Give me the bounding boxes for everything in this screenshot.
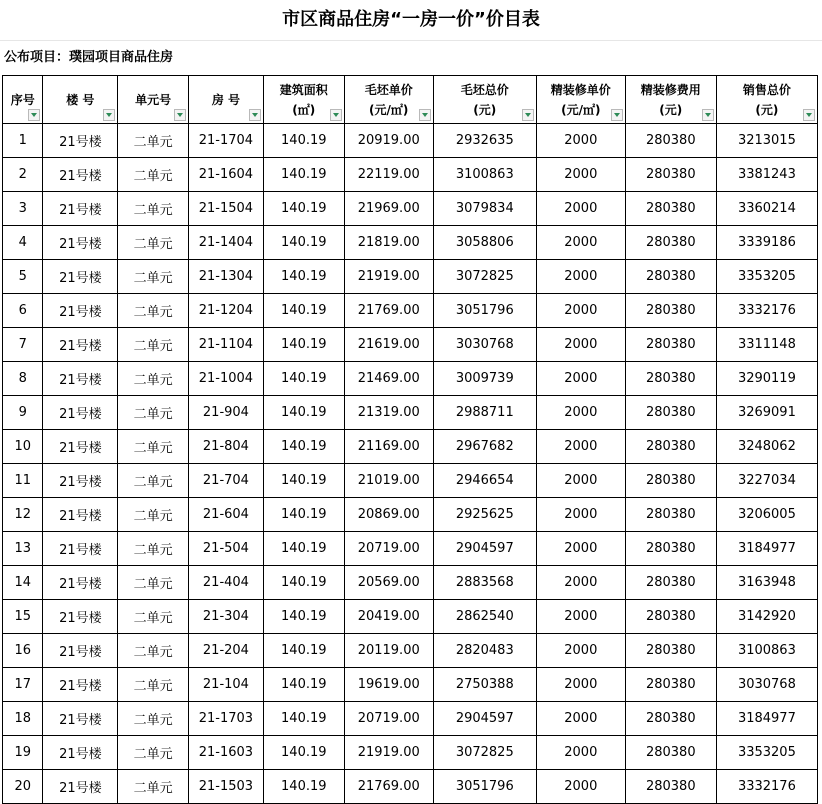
index-cell[interactable]: 12	[3, 498, 43, 532]
unit-cell[interactable]: 二单元	[118, 634, 189, 668]
finish-cost-cell[interactable]: 280380	[625, 770, 716, 804]
table-row	[3, 124, 818, 158]
finish-unit-price-cell[interactable]: 2000	[536, 736, 625, 770]
sale-total-cell[interactable]: 3381243	[716, 158, 817, 192]
building-cell[interactable]: 21号楼	[43, 192, 118, 226]
rough-unit-price-cell[interactable]: 20419.00	[344, 600, 433, 634]
sale-total-cell[interactable]: 3142920	[716, 600, 817, 634]
sale-total-cell[interactable]: 3332176	[716, 770, 817, 804]
table-row	[3, 736, 818, 770]
unit-cell[interactable]: 二单元	[118, 770, 189, 804]
area-cell[interactable]: 140.19	[263, 566, 344, 600]
finish-unit-price-cell[interactable]: 2000	[536, 124, 625, 158]
unit-cell[interactable]: 二单元	[118, 702, 189, 736]
index-cell[interactable]: 6	[3, 294, 43, 328]
index-cell[interactable]: 15	[3, 600, 43, 634]
header-unit: (元/㎡)	[369, 102, 409, 117]
room-cell[interactable]: 21-404	[189, 566, 264, 600]
building-cell[interactable]: 21号楼	[43, 634, 118, 668]
unit-cell[interactable]: 二单元	[118, 226, 189, 260]
unit-cell[interactable]: 二单元	[118, 430, 189, 464]
header-cell-finish-cost	[625, 76, 716, 124]
unit-cell[interactable]: 二单元	[118, 736, 189, 770]
room-cell[interactable]: 21-1603	[189, 736, 264, 770]
filter-dropdown-icon[interactable]	[522, 109, 534, 121]
unit-cell[interactable]: 二单元	[118, 124, 189, 158]
index-cell[interactable]: 8	[3, 362, 43, 396]
finish-unit-price-cell[interactable]: 2000	[536, 430, 625, 464]
header-cell-rough-unit-price	[344, 76, 433, 124]
index-cell[interactable]: 18	[3, 702, 43, 736]
header-unit: (元)	[755, 102, 779, 117]
header-cell-area	[263, 76, 344, 124]
finish-unit-price-cell[interactable]: 2000	[536, 158, 625, 192]
finish-unit-price-cell[interactable]: 2000	[536, 192, 625, 226]
building-cell[interactable]: 21号楼	[43, 668, 118, 702]
header-cell-rough-total	[433, 76, 536, 124]
index-cell[interactable]: 9	[3, 396, 43, 430]
filter-dropdown-icon[interactable]	[330, 109, 342, 121]
filter-dropdown-icon[interactable]	[28, 109, 40, 121]
filter-dropdown-icon[interactable]	[174, 109, 186, 121]
table-row	[3, 464, 818, 498]
building-cell[interactable]: 21号楼	[43, 532, 118, 566]
table-row	[3, 770, 818, 804]
sale-total-cell[interactable]: 3248062	[716, 430, 817, 464]
area-cell[interactable]: 140.19	[263, 498, 344, 532]
index-cell[interactable]: 14	[3, 566, 43, 600]
table-row	[3, 634, 818, 668]
index-cell[interactable]: 11	[3, 464, 43, 498]
header-cell-sale-total	[716, 76, 817, 124]
finish-unit-price-cell[interactable]: 2000	[536, 566, 625, 600]
area-cell[interactable]: 140.19	[263, 362, 344, 396]
rough-unit-price-cell[interactable]: 21969.00	[344, 192, 433, 226]
header-cell-unit	[118, 76, 189, 124]
room-cell[interactable]: 21-1304	[189, 260, 264, 294]
index-cell[interactable]: 1	[3, 124, 43, 158]
finish-cost-cell[interactable]: 280380	[625, 260, 716, 294]
filter-dropdown-icon[interactable]	[103, 109, 115, 121]
header-label: 销售总价	[742, 82, 791, 97]
finish-unit-price-cell[interactable]: 2000	[536, 362, 625, 396]
area-cell[interactable]: 140.19	[263, 736, 344, 770]
rough-total-cell[interactable]: 3072825	[433, 736, 536, 770]
area-cell[interactable]: 140.19	[263, 294, 344, 328]
sale-total-cell[interactable]: 3030768	[716, 668, 817, 702]
index-cell[interactable]: 3	[3, 192, 43, 226]
filter-dropdown-icon[interactable]	[702, 109, 714, 121]
finish-cost-cell[interactable]: 280380	[625, 362, 716, 396]
rough-unit-price-cell[interactable]: 21919.00	[344, 260, 433, 294]
sale-total-cell[interactable]: 3269091	[716, 396, 817, 430]
unit-cell[interactable]: 二单元	[118, 260, 189, 294]
finish-cost-cell[interactable]: 280380	[625, 158, 716, 192]
header-label: 毛坯总价	[460, 82, 509, 97]
filter-dropdown-icon[interactable]	[803, 109, 815, 121]
room-cell[interactable]: 21-1404	[189, 226, 264, 260]
room-cell[interactable]: 21-704	[189, 464, 264, 498]
rough-total-cell[interactable]: 3058806	[433, 226, 536, 260]
building-cell[interactable]: 21号楼	[43, 498, 118, 532]
filter-dropdown-icon[interactable]	[419, 109, 431, 121]
finish-unit-price-cell[interactable]: 2000	[536, 464, 625, 498]
room-cell[interactable]: 21-304	[189, 600, 264, 634]
unit-cell[interactable]: 二单元	[118, 668, 189, 702]
sale-total-cell[interactable]: 3206005	[716, 498, 817, 532]
building-cell[interactable]: 21号楼	[43, 328, 118, 362]
finish-cost-cell[interactable]: 280380	[625, 396, 716, 430]
rough-total-cell[interactable]: 2988711	[433, 396, 536, 430]
table-row	[3, 362, 818, 396]
sale-total-cell[interactable]: 3163948	[716, 566, 817, 600]
building-cell[interactable]: 21号楼	[43, 464, 118, 498]
header-cell-building	[43, 76, 118, 124]
table-row	[3, 294, 818, 328]
room-cell[interactable]: 21-804	[189, 430, 264, 464]
finish-unit-price-cell[interactable]: 2000	[536, 226, 625, 260]
sale-total-cell[interactable]: 3311148	[716, 328, 817, 362]
table-row	[3, 328, 818, 362]
rough-unit-price-cell[interactable]: 21469.00	[344, 362, 433, 396]
index-cell[interactable]: 2	[3, 158, 43, 192]
header-label: 精装修单价	[550, 82, 611, 97]
area-cell[interactable]: 140.19	[263, 702, 344, 736]
building-cell[interactable]: 21号楼	[43, 294, 118, 328]
room-cell[interactable]: 21-904	[189, 396, 264, 430]
finish-unit-price-cell[interactable]: 2000	[536, 498, 625, 532]
finish-unit-price-cell[interactable]: 2000	[536, 260, 625, 294]
rough-total-cell[interactable]: 2967682	[433, 430, 536, 464]
filter-dropdown-icon[interactable]	[249, 109, 261, 121]
index-cell[interactable]: 7	[3, 328, 43, 362]
rough-total-cell[interactable]: 2904597	[433, 532, 536, 566]
area-cell[interactable]: 140.19	[263, 158, 344, 192]
finish-unit-price-cell[interactable]: 2000	[536, 668, 625, 702]
table-row	[3, 600, 818, 634]
area-cell[interactable]: 140.19	[263, 260, 344, 294]
index-cell[interactable]: 5	[3, 260, 43, 294]
unit-cell[interactable]: 二单元	[118, 532, 189, 566]
rough-total-cell[interactable]: 3051796	[433, 770, 536, 804]
room-cell[interactable]: 21-1504	[189, 192, 264, 226]
rough-unit-price-cell[interactable]: 21769.00	[344, 770, 433, 804]
sale-total-cell[interactable]: 3290119	[716, 362, 817, 396]
table-row	[3, 702, 818, 736]
finish-cost-cell[interactable]: 280380	[625, 566, 716, 600]
header-unit: (元)	[473, 102, 497, 117]
finish-cost-cell[interactable]: 280380	[625, 192, 716, 226]
building-cell[interactable]: 21号楼	[43, 396, 118, 430]
area-cell[interactable]: 140.19	[263, 226, 344, 260]
rough-unit-price-cell[interactable]: 21319.00	[344, 396, 433, 430]
rough-unit-price-cell[interactable]: 21769.00	[344, 294, 433, 328]
room-cell[interactable]: 21-504	[189, 532, 264, 566]
header-cell-finish-unit-price	[536, 76, 625, 124]
finish-unit-price-cell[interactable]: 2000	[536, 328, 625, 362]
finish-unit-price-cell[interactable]: 2000	[536, 634, 625, 668]
rough-total-cell[interactable]: 2820483	[433, 634, 536, 668]
finish-cost-cell[interactable]: 280380	[625, 430, 716, 464]
building-cell[interactable]: 21号楼	[43, 702, 118, 736]
header-unit: (㎡)	[292, 102, 316, 117]
building-cell[interactable]: 21号楼	[43, 566, 118, 600]
room-cell[interactable]: 21-1204	[189, 294, 264, 328]
area-cell[interactable]: 140.19	[263, 532, 344, 566]
header-label: 精装修费用	[640, 82, 701, 97]
rough-unit-price-cell[interactable]: 20919.00	[344, 124, 433, 158]
rough-unit-price-cell[interactable]: 21819.00	[344, 226, 433, 260]
finish-cost-cell[interactable]: 280380	[625, 736, 716, 770]
sale-total-cell[interactable]: 3184977	[716, 532, 817, 566]
finish-cost-cell[interactable]: 280380	[625, 226, 716, 260]
building-cell[interactable]: 21号楼	[43, 260, 118, 294]
header-unit: (元)	[659, 102, 683, 117]
finish-unit-price-cell[interactable]: 2000	[536, 294, 625, 328]
table-row	[3, 498, 818, 532]
room-cell[interactable]: 21-104	[189, 668, 264, 702]
finish-cost-cell[interactable]: 280380	[625, 702, 716, 736]
rough-total-cell[interactable]: 2946654	[433, 464, 536, 498]
building-cell[interactable]: 21号楼	[43, 430, 118, 464]
unit-cell[interactable]: 二单元	[118, 328, 189, 362]
rough-total-cell[interactable]: 3051796	[433, 294, 536, 328]
header-unit: (元/㎡)	[561, 102, 601, 117]
sale-total-cell[interactable]: 3353205	[716, 736, 817, 770]
finish-cost-cell[interactable]: 280380	[625, 600, 716, 634]
area-cell[interactable]: 140.19	[263, 668, 344, 702]
area-cell[interactable]: 140.19	[263, 634, 344, 668]
unit-cell[interactable]: 二单元	[118, 600, 189, 634]
header-row	[3, 76, 818, 124]
header-label: 单元号	[135, 92, 172, 107]
finish-unit-price-cell[interactable]: 2000	[536, 600, 625, 634]
rough-unit-price-cell[interactable]: 20119.00	[344, 634, 433, 668]
rough-total-cell[interactable]: 2904597	[433, 702, 536, 736]
rough-total-cell[interactable]: 2925625	[433, 498, 536, 532]
finish-cost-cell[interactable]: 280380	[625, 328, 716, 362]
finish-cost-cell[interactable]: 280380	[625, 498, 716, 532]
rough-unit-price-cell[interactable]: 20869.00	[344, 498, 433, 532]
building-cell[interactable]: 21号楼	[43, 158, 118, 192]
building-cell[interactable]: 21号楼	[43, 362, 118, 396]
index-cell[interactable]: 13	[3, 532, 43, 566]
rough-total-cell[interactable]: 3072825	[433, 260, 536, 294]
room-cell[interactable]: 21-1604	[189, 158, 264, 192]
area-cell[interactable]: 140.19	[263, 192, 344, 226]
sale-total-cell[interactable]: 3184977	[716, 702, 817, 736]
rough-unit-price-cell[interactable]: 20719.00	[344, 532, 433, 566]
sheet-title: 市区商品住房“一房一价”价目表	[0, 0, 822, 41]
unit-cell[interactable]: 二单元	[118, 362, 189, 396]
building-cell[interactable]: 21号楼	[43, 226, 118, 260]
table-row	[3, 430, 818, 464]
rough-total-cell[interactable]: 2883568	[433, 566, 536, 600]
table-body	[3, 124, 818, 804]
filter-dropdown-icon[interactable]	[611, 109, 623, 121]
finish-cost-cell[interactable]: 280380	[625, 532, 716, 566]
finish-cost-cell[interactable]: 280380	[625, 124, 716, 158]
price-table	[2, 75, 818, 804]
sale-total-cell[interactable]: 3213015	[716, 124, 817, 158]
header-label: 序号	[10, 92, 35, 107]
rough-total-cell[interactable]: 2932635	[433, 124, 536, 158]
area-cell[interactable]: 140.19	[263, 600, 344, 634]
area-cell[interactable]: 140.19	[263, 770, 344, 804]
area-cell[interactable]: 140.19	[263, 396, 344, 430]
index-cell[interactable]: 17	[3, 668, 43, 702]
building-cell[interactable]: 21号楼	[43, 770, 118, 804]
rough-total-cell[interactable]: 3079834	[433, 192, 536, 226]
unit-cell[interactable]: 二单元	[118, 192, 189, 226]
rough-total-cell[interactable]: 3100863	[433, 158, 536, 192]
unit-cell[interactable]: 二单元	[118, 566, 189, 600]
sale-total-cell[interactable]: 3332176	[716, 294, 817, 328]
header-label: 建筑面积	[279, 82, 328, 97]
rough-unit-price-cell[interactable]: 22119.00	[344, 158, 433, 192]
index-cell[interactable]: 4	[3, 226, 43, 260]
rough-unit-price-cell[interactable]: 21619.00	[344, 328, 433, 362]
unit-cell[interactable]: 二单元	[118, 396, 189, 430]
sale-total-cell[interactable]: 3339186	[716, 226, 817, 260]
finish-unit-price-cell[interactable]: 2000	[536, 532, 625, 566]
header-label: 房 号	[211, 92, 241, 107]
finish-cost-cell[interactable]: 280380	[625, 634, 716, 668]
finish-unit-price-cell[interactable]: 2000	[536, 396, 625, 430]
index-cell[interactable]: 16	[3, 634, 43, 668]
rough-total-cell[interactable]: 3030768	[433, 328, 536, 362]
rough-unit-price-cell[interactable]: 21919.00	[344, 736, 433, 770]
table-row	[3, 532, 818, 566]
table-row	[3, 226, 818, 260]
area-cell[interactable]: 140.19	[263, 464, 344, 498]
room-cell[interactable]: 21-1703	[189, 702, 264, 736]
finish-cost-cell[interactable]: 280380	[625, 668, 716, 702]
table-row	[3, 260, 818, 294]
rough-total-cell[interactable]: 2750388	[433, 668, 536, 702]
rough-unit-price-cell[interactable]: 19619.00	[344, 668, 433, 702]
room-cell[interactable]: 21-1503	[189, 770, 264, 804]
rough-unit-price-cell[interactable]: 20719.00	[344, 702, 433, 736]
index-cell[interactable]: 20	[3, 770, 43, 804]
room-cell[interactable]: 21-1104	[189, 328, 264, 362]
area-cell[interactable]: 140.19	[263, 124, 344, 158]
rough-unit-price-cell[interactable]: 20569.00	[344, 566, 433, 600]
header-label: 毛坯单价	[364, 82, 413, 97]
room-cell[interactable]: 21-1004	[189, 362, 264, 396]
room-cell[interactable]: 21-204	[189, 634, 264, 668]
unit-cell[interactable]: 二单元	[118, 158, 189, 192]
unit-cell[interactable]: 二单元	[118, 498, 189, 532]
header-cell-index	[3, 76, 43, 124]
sale-total-cell[interactable]: 3353205	[716, 260, 817, 294]
table-row	[3, 566, 818, 600]
finish-cost-cell[interactable]: 280380	[625, 294, 716, 328]
sale-total-cell[interactable]: 3227034	[716, 464, 817, 498]
table-row	[3, 192, 818, 226]
header-cell-room	[189, 76, 264, 124]
finish-cost-cell[interactable]: 280380	[625, 464, 716, 498]
building-cell[interactable]: 21号楼	[43, 600, 118, 634]
finish-unit-price-cell[interactable]: 2000	[536, 770, 625, 804]
table-row	[3, 668, 818, 702]
index-cell[interactable]: 10	[3, 430, 43, 464]
unit-cell[interactable]: 二单元	[118, 464, 189, 498]
area-cell[interactable]: 140.19	[263, 328, 344, 362]
project-label: 公布项目：璞园项目商品住房	[4, 50, 174, 65]
table-row	[3, 158, 818, 192]
index-cell[interactable]: 19	[3, 736, 43, 770]
rough-total-cell[interactable]: 3009739	[433, 362, 536, 396]
building-cell[interactable]: 21号楼	[43, 736, 118, 770]
header-label: 楼 号	[66, 92, 95, 107]
unit-cell[interactable]: 二单元	[118, 294, 189, 328]
table-row	[3, 396, 818, 430]
building-cell[interactable]: 21号楼	[43, 124, 118, 158]
area-cell[interactable]: 140.19	[263, 430, 344, 464]
rough-unit-price-cell[interactable]: 21169.00	[344, 430, 433, 464]
room-cell[interactable]: 21-1704	[189, 124, 264, 158]
rough-unit-price-cell[interactable]: 21019.00	[344, 464, 433, 498]
sale-total-cell[interactable]: 3100863	[716, 634, 817, 668]
sale-total-cell[interactable]: 3360214	[716, 192, 817, 226]
finish-unit-price-cell[interactable]: 2000	[536, 702, 625, 736]
rough-total-cell[interactable]: 2862540	[433, 600, 536, 634]
room-cell[interactable]: 21-604	[189, 498, 264, 532]
